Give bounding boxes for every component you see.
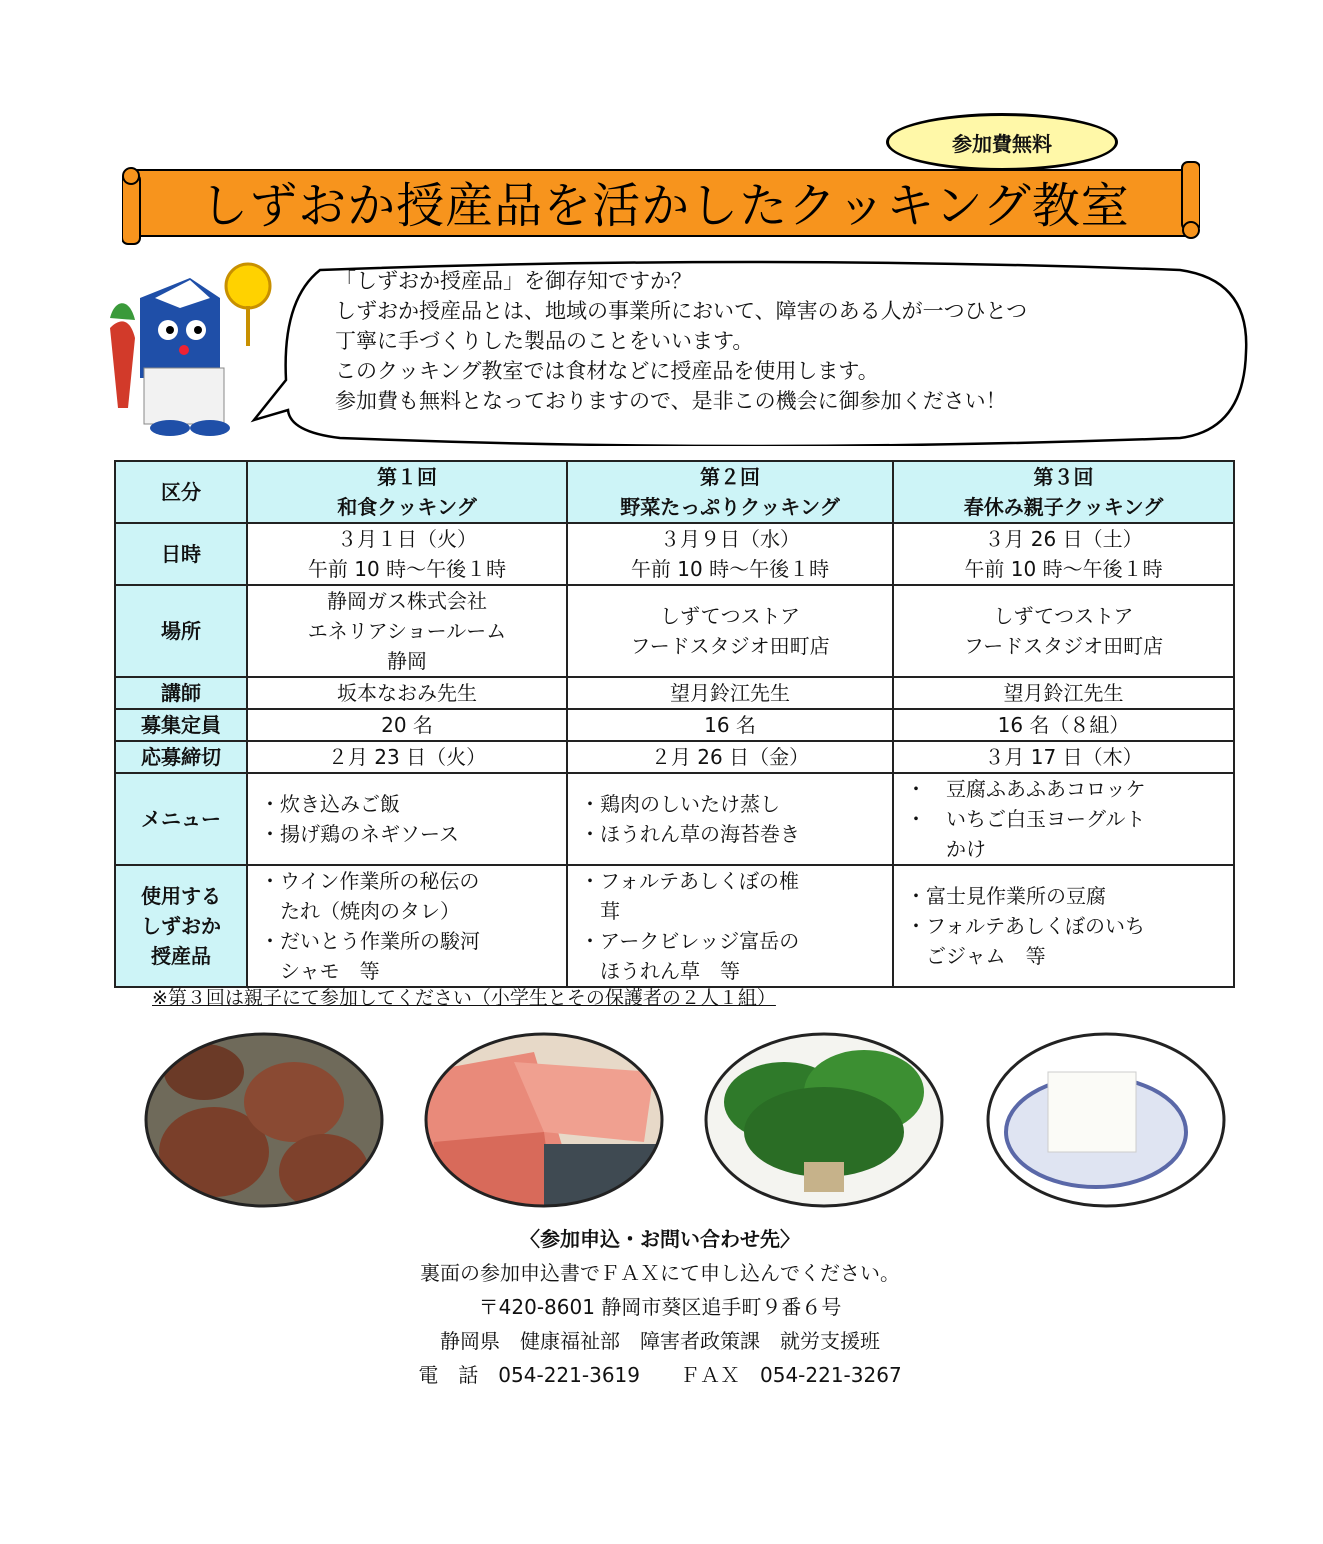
table-row — [115, 585, 1234, 677]
tofu-photo — [986, 1032, 1226, 1208]
table-cell: ３月１日（火） 午前 10 時～午後１時 — [247, 523, 567, 585]
page-title: しずおか授産品を活かしたクッキング教室 — [200, 177, 1130, 234]
contact-instruction: 裏面の参加申込書でＦＡＸにて申し込んでください。 — [420, 1261, 900, 1285]
schedule-table — [114, 460, 1235, 988]
contact-info — [300, 1222, 1020, 1392]
contact-address: 〒420-8601 静岡市葵区追手町９番６号 — [478, 1295, 842, 1319]
table-row — [115, 865, 1234, 987]
table-cell: しずてつストア フードスタジオ田町店 — [893, 585, 1234, 677]
intro-line: しずおか授産品とは、地域の事業所において、障害のある人が一つひとつ — [335, 299, 1028, 323]
table-cell: 静岡ガス株式会社 エネリアショールーム 静岡 — [247, 585, 567, 677]
table-cell: 望月鈴江先生 — [893, 677, 1234, 709]
session-header: 第１回 和食クッキング — [247, 461, 567, 523]
table-cell: ３月 26 日（土） 午前 10 時～午後１時 — [893, 523, 1234, 585]
row-header: 場所 — [115, 585, 247, 677]
participation-note: ※第３回は親子にて参加してください（小学生とその保護者の２人１組） — [152, 987, 776, 1009]
table-cell: ２月 23 日（火） — [247, 741, 567, 773]
contact-department: 静岡県 健康福祉部 障害者政策課 就労支援班 — [440, 1329, 880, 1353]
table-cell: ３月９日（水） 午前 10 時～午後１時 — [567, 523, 893, 585]
table-cell: 20 名 — [247, 709, 567, 741]
contact-heading: 〈参加申込・お問い合わせ先〉 — [520, 1227, 800, 1251]
row-header: 日時 — [115, 523, 247, 585]
intro-line: 丁寧に手づくりした製品のことをいいます。 — [335, 329, 754, 353]
table-row — [115, 741, 1234, 773]
table-row — [115, 773, 1234, 865]
table-row — [115, 709, 1234, 741]
spinach-photo — [704, 1032, 944, 1208]
table-cell: ・フォルテあしくぼの椎 茸 ・アークビレッジ富岳の ほうれん草 等 — [567, 865, 893, 987]
table-row — [115, 461, 1234, 523]
table-cell: ・ 豆腐ふあふあコロッケ ・ いちご白玉ヨーグルト かけ — [893, 773, 1234, 865]
table-cell: ３月 17 日（木） — [893, 741, 1234, 773]
table-cell: しずてつストア フードスタジオ田町店 — [567, 585, 893, 677]
row-header: 募集定員 — [115, 709, 247, 741]
chicken-photo — [424, 1032, 664, 1208]
intro-text — [335, 266, 1235, 416]
table-cell: 望月鈴江先生 — [567, 677, 893, 709]
shiitake-photo — [144, 1032, 384, 1208]
intro-line: 参加費も無料となっておりますので、是非この機会に御参加ください！ — [335, 389, 1007, 413]
table-cell: 16 名 — [567, 709, 893, 741]
intro-line: このクッキング教室では食材などに授産品を使用します。 — [335, 359, 879, 383]
row-header: 講師 — [115, 677, 247, 709]
table-cell: ・鶏肉のしいたけ蒸し ・ほうれん草の海苔巻き — [567, 773, 893, 865]
row-header: 区分 — [115, 461, 247, 523]
table-cell: ２月 26 日（金） — [567, 741, 893, 773]
row-header: 使用する しずおか 授産品 — [115, 865, 247, 987]
table-cell: ・炊き込みご飯 ・揚げ鶏のネギソース — [247, 773, 567, 865]
session-header: 第３回 春休み親子クッキング — [893, 461, 1234, 523]
table-cell: ・ウイン作業所の秘伝の たれ（焼肉のタレ） ・だいとう作業所の駿河 シャモ 等 — [247, 865, 567, 987]
session-header: 第２回 野菜たっぷりクッキング — [567, 461, 893, 523]
row-header: 応募締切 — [115, 741, 247, 773]
table-row — [115, 677, 1234, 709]
table-cell: 16 名（８組） — [893, 709, 1234, 741]
table-row — [115, 523, 1234, 585]
title-banner — [122, 160, 1200, 246]
intro-line: 「しずおか授産品」を御存知ですか？ — [335, 269, 692, 293]
table-cell: ・富士見作業所の豆腐 ・フォルテあしくぼのいち ごジャム 等 — [893, 865, 1234, 987]
table-cell: 坂本なおみ先生 — [247, 677, 567, 709]
badge-label: 参加費無料 — [952, 131, 1052, 156]
contact-phone: 電 話 054-221-3619 ＦＡＸ 054-221-3267 — [418, 1363, 902, 1387]
row-header: メニュー — [115, 773, 247, 865]
